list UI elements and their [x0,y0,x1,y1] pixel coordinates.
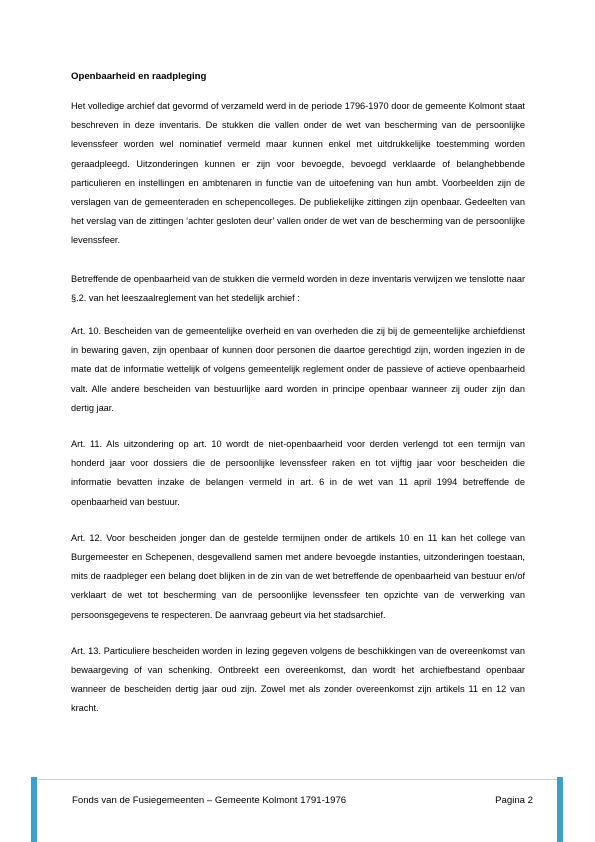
footer-title: Fonds van de Fusiegemeenten – Gemeente Kolmont 1791-1976 [72,795,347,806]
paragraph-intro: Het volledige archief dat gevormd of verzameld werd in de periode 1796-1970 door de gemeente Kolmont staat beschreven in deze inventaris. De stukken die vallen onder de wet van bescherming van de persoonlijke levenssfeer worden wel nominatief vermeld maar kunnen enkel met uitdrukkelijke toestemming worden geraadpleegd. Uitzonderingen kunnen er zijn voor bevoegde, bevoegd verklaarde of belanghebbende particulieren en instellingen en ambtenaren in functie van de uitoefening van hun ambt. Voorbeelden zijn de verslagen van de gemeenteraden en schepencolleges. De publiekelijke zittingen zijn openbaar. Gedeelten van het verslag van de zittingen ‘achter gesloten deur’ vallen onder de wet van de bescherming van de persoonlijke levenssfeer. [71,101,525,246]
footer-divider [37,779,557,780]
paragraph-art-11: Art. 11. Als uitzondering op art. 10 wordt de niet-openbaarheid voor derden verlengd tot een termijn van honderd jaar voor dossiers die de persoonlijke levenssfeer raken en tot vijftig jaar voor bescheiden die informatie bevatten inzake de belangen vermeld in art. 6 in de wet van 11 april 1994 betreffende de openbaarheid van bestuur. [71,439,525,507]
paragraph-art-12: Art. 12. Voor bescheiden jonger dan de gestelde termijnen onder de artikels 10 en 11 kan het college van Burgemeester en Schepenen, desgevallend samen met andere bevoegde instanties, uitzonderingen toestaan, mits de raadpleger een belang doet blijken in de zin van de wet betreffende de openbaarheid van bestuur en/of verklaart de wet tot bescherming van de persoonlijke levenssfeer ten opzichte van de verwerking van persoonsgegevens te respecteren. De aanvraag gebeurt via het stadsarchief. [71,532,525,620]
page-number: Pagina 2 [495,795,533,806]
footer-accent-right [557,777,563,842]
paragraph-art-13: Art. 13. Particuliere bescheiden worden in lezing gegeven volgens de beschikkingen van de overeenkomst van bewaargeving of van schenking. Ontbreekt een overeenkomst, dan wordt het archiefbestand openbaar wanneer de bescheiden dertig jaar oud zijn. Zowel met als zonder overeenkomst zijn artikels 11 en 12 van kracht. [71,645,525,714]
section-heading: Openbaarheid en raadpleging [71,71,207,82]
footer-accent-left [31,777,37,842]
paragraph-reference: Betreffende de openbaarheid van de stukken die vermeld worden in deze inventaris verwijzen we tenslotte naar §.2. van het leeszaalreglement van het stedelijk archief : [71,273,525,303]
paragraph-art-10: Art. 10. Bescheiden van de gemeentelijke overheid en van overheden die zij bij de gemeentelijke archiefdienst in bewaring gaven, zijn openbaar of kunnen door personen die daartoe gerechtigd zijn, worden ingezien in de mate dat de informatie wettelijk of volgens gemeentelijk reglement onder de passieve of actieve openbaarheid valt. Alle andere bescheiden van bestuurlijke aard worden in principe openbaar wanneer zij ouder zijn dan dertig jaar. [71,326,525,413]
document-body [71,70,525,734]
